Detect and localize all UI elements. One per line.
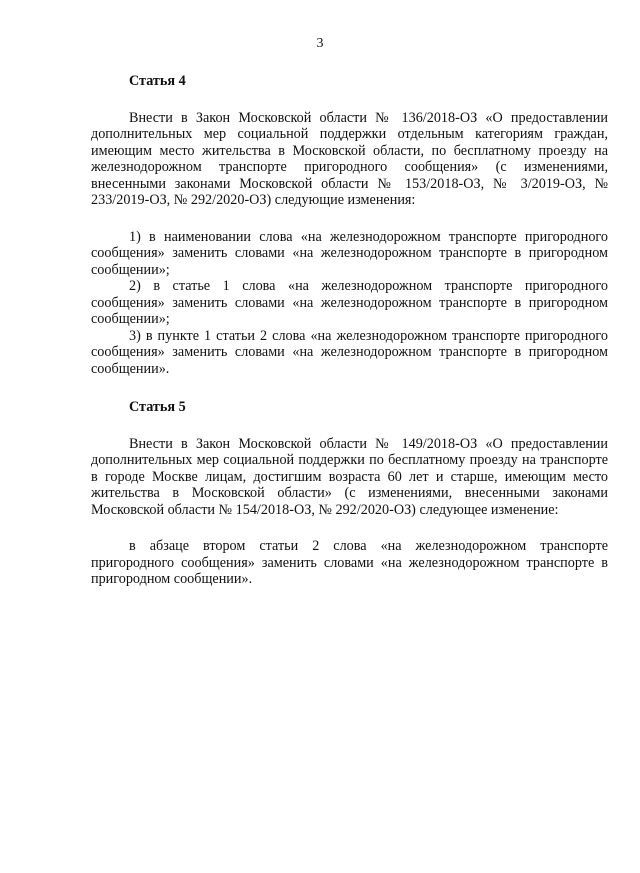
article-4-item-3: 3) в пункте 1 статьи 2 слова «на железнодорожном транспорте пригородного сообщения» заменить словами «на железнодорожном транспорте в пригородном сообщении».: [91, 327, 608, 377]
article-5-intro: Внести в Закон Московской области № 149/2018-ОЗ «О предоставлении дополнительных мер социальной поддержки по бесплатному проезду на транспорте в городе Москве лицам, достигшим возраста 60 лет и старше, имеющим место жительства в Московской области» (с изменениями, внесенными законами Московской области № 154/2018-ОЗ, № 292/2020-ОЗ) следующее изменение:: [91, 435, 608, 518]
article-4-heading: Статья 4: [129, 73, 186, 89]
article-4-item-2: 2) в статье 1 слова «на железнодорожном транспорте пригородного сообщения» заменить словами «на железнодорожном транспорте в пригородном сообщении»;: [91, 278, 608, 327]
article-4-intro: Внести в Закон Московской области № 136/2018-ОЗ «О предоставлении дополнительных мер социальной поддержки отдельным категориям граждан, имеющим место жительства в Московской области, по бесплатному проезду на железнодорожном транспорте пригородного сообщения» (с изменениями, внесенными законами Московской области № 153/2018-ОЗ, № 3/2019-ОЗ, № 233/2019-ОЗ, № 292/2020-ОЗ) следующие изменения:: [91, 109, 608, 208]
page-number: 3: [316, 36, 324, 51]
document-content: [91, 73, 608, 588]
article-4-item-1: 1) в наименовании слова «на железнодорожном транспорте пригородного сообщения» заменить словами «на железнодорожном транспорте в пригородном сообщении»;: [91, 228, 608, 278]
article-5: [91, 399, 608, 588]
article-5-heading: Статья 5: [129, 399, 186, 415]
article-4: [91, 73, 608, 377]
article-5-item-1: в абзаце втором статьи 2 слова «на железнодорожном транспорте пригородного сообщения» заменить словами «на железнодорожном транспорте в пригородном сообщении».: [91, 538, 608, 587]
